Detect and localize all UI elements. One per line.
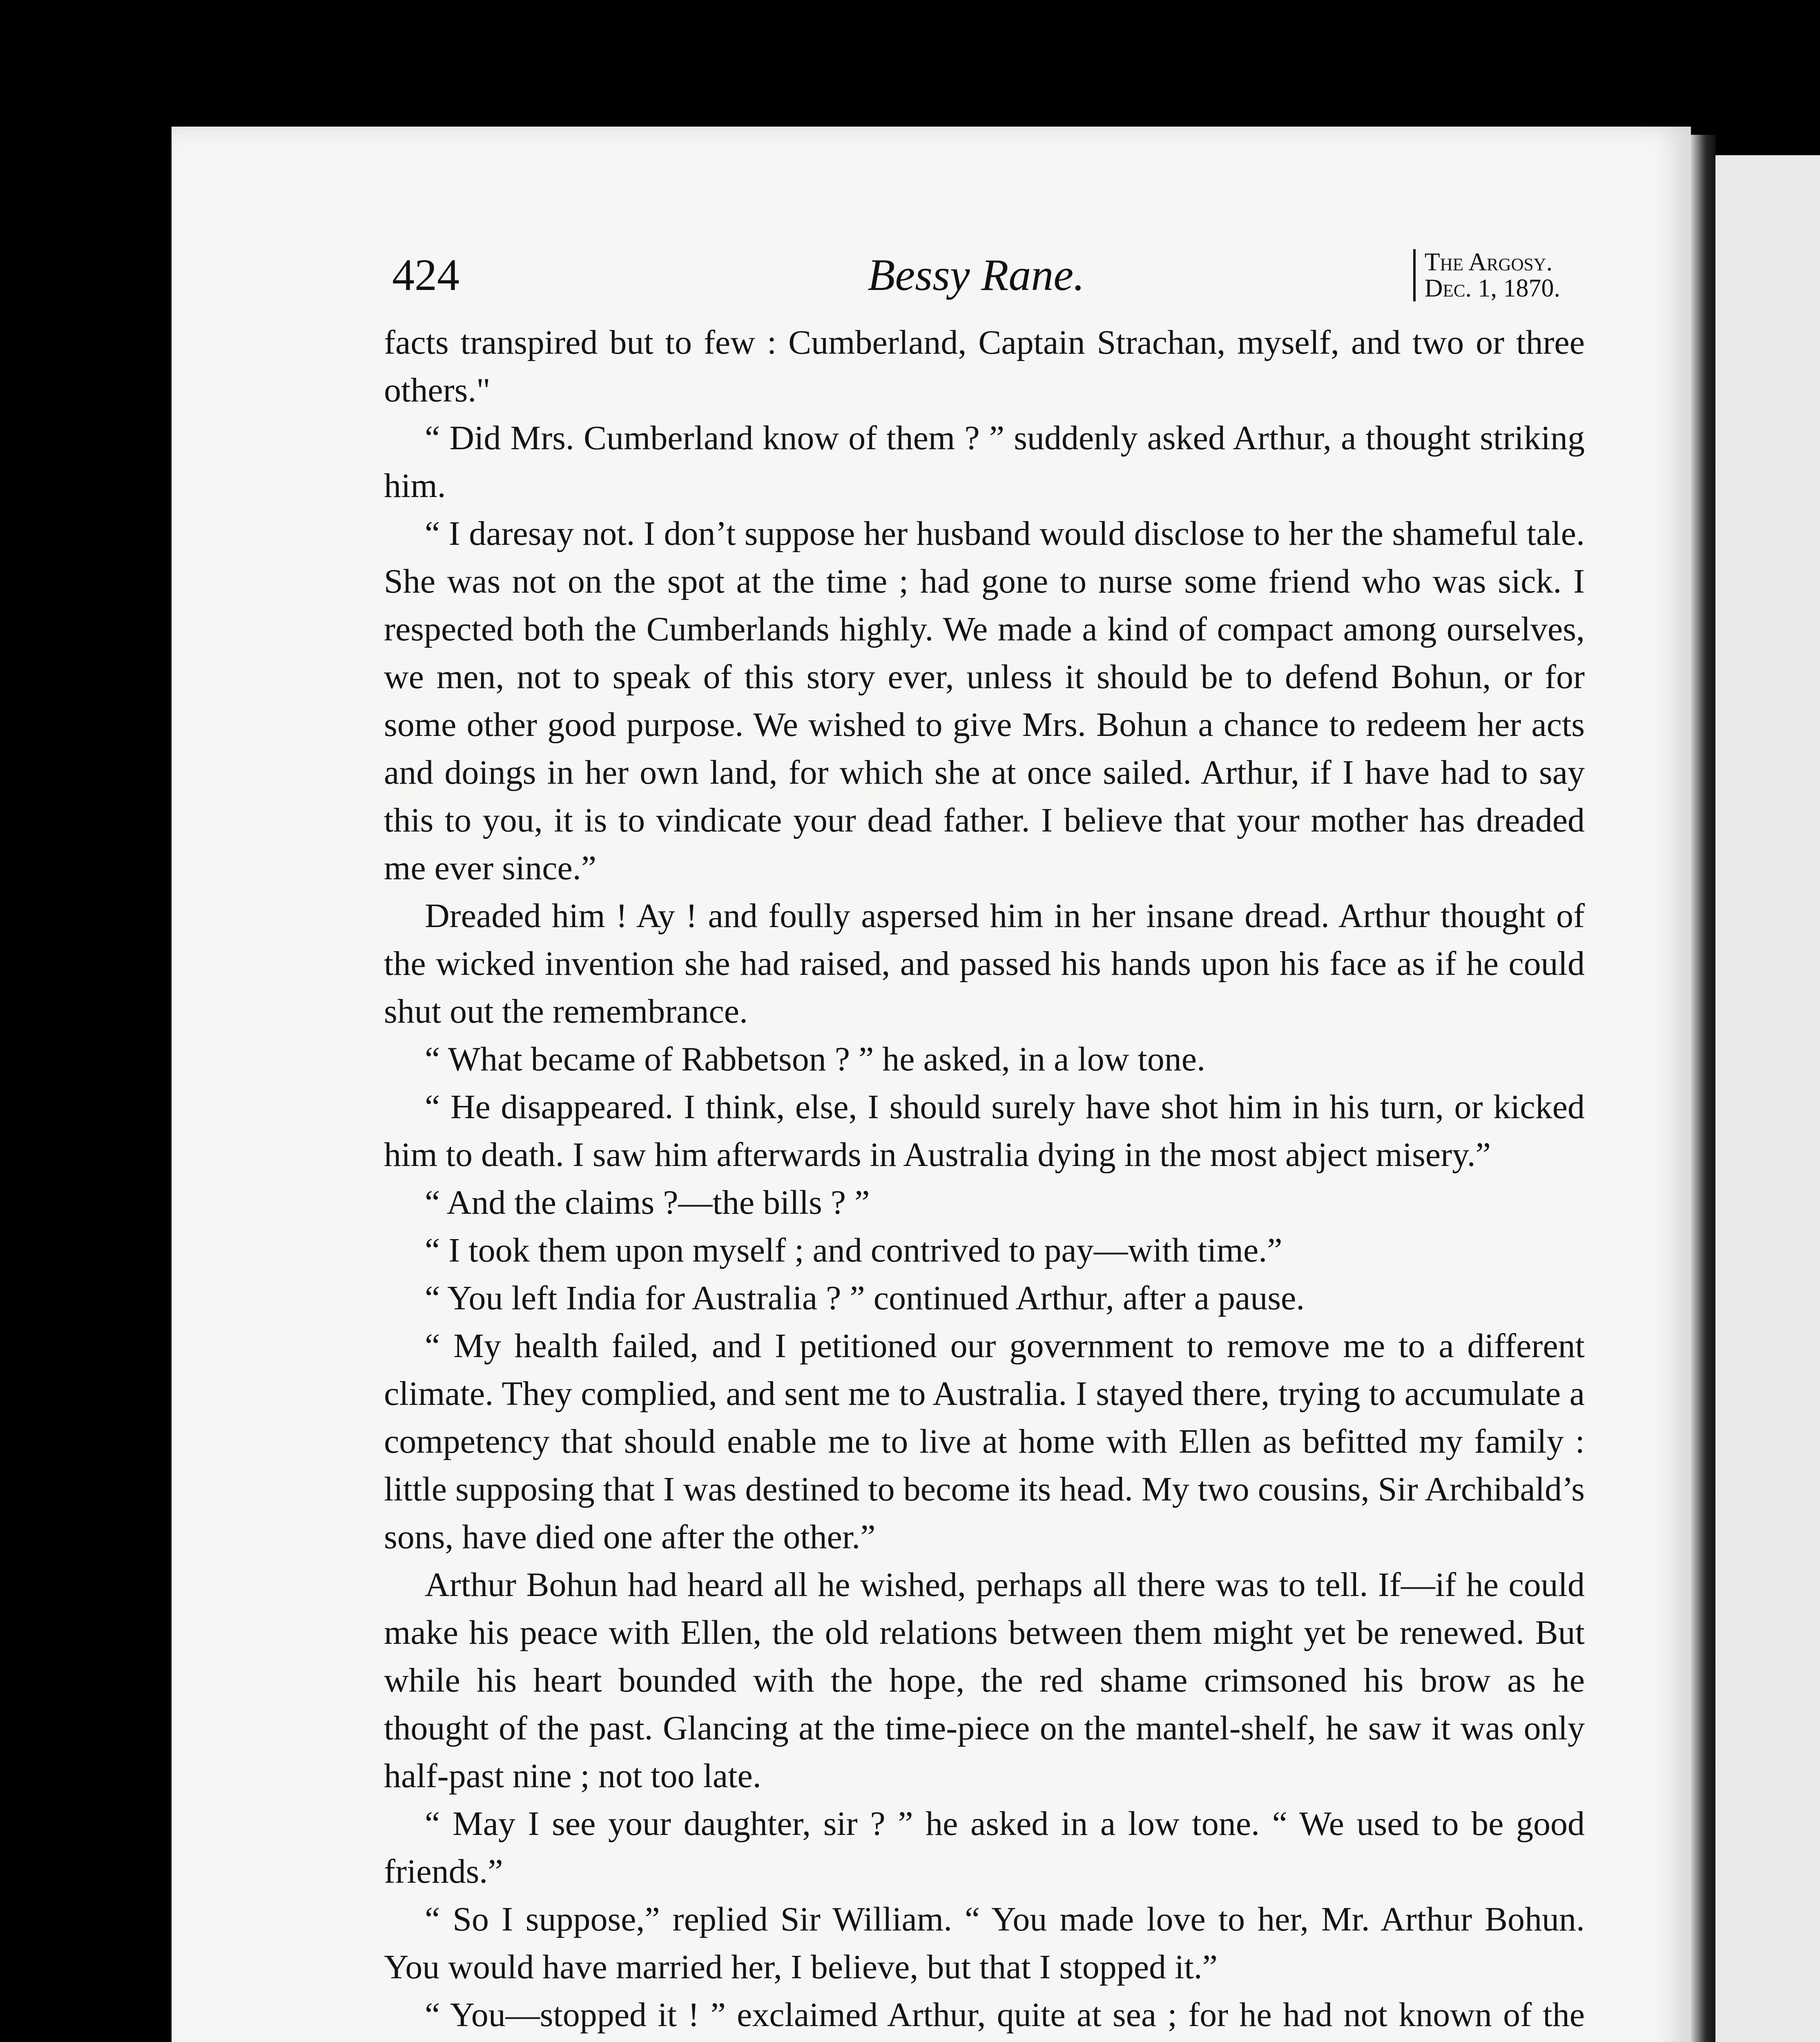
paragraph: “ May I see your daughter, sir ? ” he asked in a low tone. “ We used to be good friends.” <box>384 1805 1585 1890</box>
paragraph: “ I took them upon myself ; and contrived to pay—with time.” <box>425 1231 1282 1269</box>
paragraph: “ My health failed, and I petitioned our government to remove me to a different climate. They complied, and sent me to Australia. I stayed there, trying to accumulate a competency that should enable me to live at home with Ellen as befitted my family : little supposing that I was destined to become its head. My two cousins, Sir Archibald’s sons, have died one after the other.” <box>384 1327 1585 1556</box>
body-text <box>384 319 1585 2042</box>
paragraph: “ What became of Rabbetson ? ” he asked, in a low tone. <box>425 1040 1206 1078</box>
paragraph: “ I daresay not. I don’t suppose her husband would disclose to her the shameful tale. She was not on the spot at the time ; had gone to nurse some friend who was sick. I respected both the Cumberlands highly. We made a kind of compact among ourselves, we men, not to speak of this story ever, unless it should be to defend Bohun, or for some other good purpose. We wished to give Mrs. Bohun a chance to redeem her acts and doings in her own land, for which she at once sailed. Arthur, if I have had to say this to you, it is to vindicate your dead father. I believe that your mother has dreaded me ever since.” <box>384 515 1585 887</box>
paragraph: “ He disappeared. I think, else, I should surely have shot him in his turn, or kicked him to death. I saw him afterwards in Australia dying in the most abject misery.” <box>384 1088 1585 1174</box>
paragraph: “ And the claims ?—the bills ? ” <box>425 1184 870 1222</box>
paragraph: facts transpired but to few : Cumberland, Captain Strachan, myself, and two or three others." <box>384 323 1585 409</box>
book-spine <box>1691 135 1715 2042</box>
running-title: Bessy Rane. <box>868 250 1085 300</box>
page-number: 424 <box>392 250 459 300</box>
paragraph: “ You—stopped it ! ” exclaimed Arthur, quite at sea ; for he had not known of the <box>425 1996 1585 2034</box>
paragraph: Dreaded him ! Ay ! and foully aspersed him in her insane dread. Arthur thought of the wicked invention she had raised, and passed his hands upon his face as if he could shut out the remembrance. <box>384 897 1585 1030</box>
source-publication: The Argosy. <box>1424 248 1553 276</box>
page-header <box>392 249 1560 306</box>
paragraph: Arthur Bohun had heard all he wished, perhaps all there was to tell. If—if he could make his peace with Ellen, the old relations between them might yet be renewed. But while his heart bounded with the hope, the red shame crimsoned his brow as he thought of the past. Glancing at the time-piece on the mantel-shelf, he saw it was only half-past nine ; not too late. <box>384 1566 1585 1795</box>
paragraph: “ So I suppose,” replied Sir William. “ You made love to her, Mr. Arthur Bohun. You would have married her, I believe, but that I stopped it.” <box>384 1900 1585 1986</box>
source-date: Dec. 1, 1870. <box>1424 274 1560 302</box>
source-citation <box>1413 249 1560 301</box>
facing-page-edge <box>1715 155 1820 2042</box>
paragraph: “ Did Mrs. Cumberland know of them ? ” suddenly asked Arthur, a thought striking him. <box>384 419 1585 505</box>
paragraph: “ You left India for Australia ? ” continued Arthur, after a pause. <box>425 1279 1305 1317</box>
